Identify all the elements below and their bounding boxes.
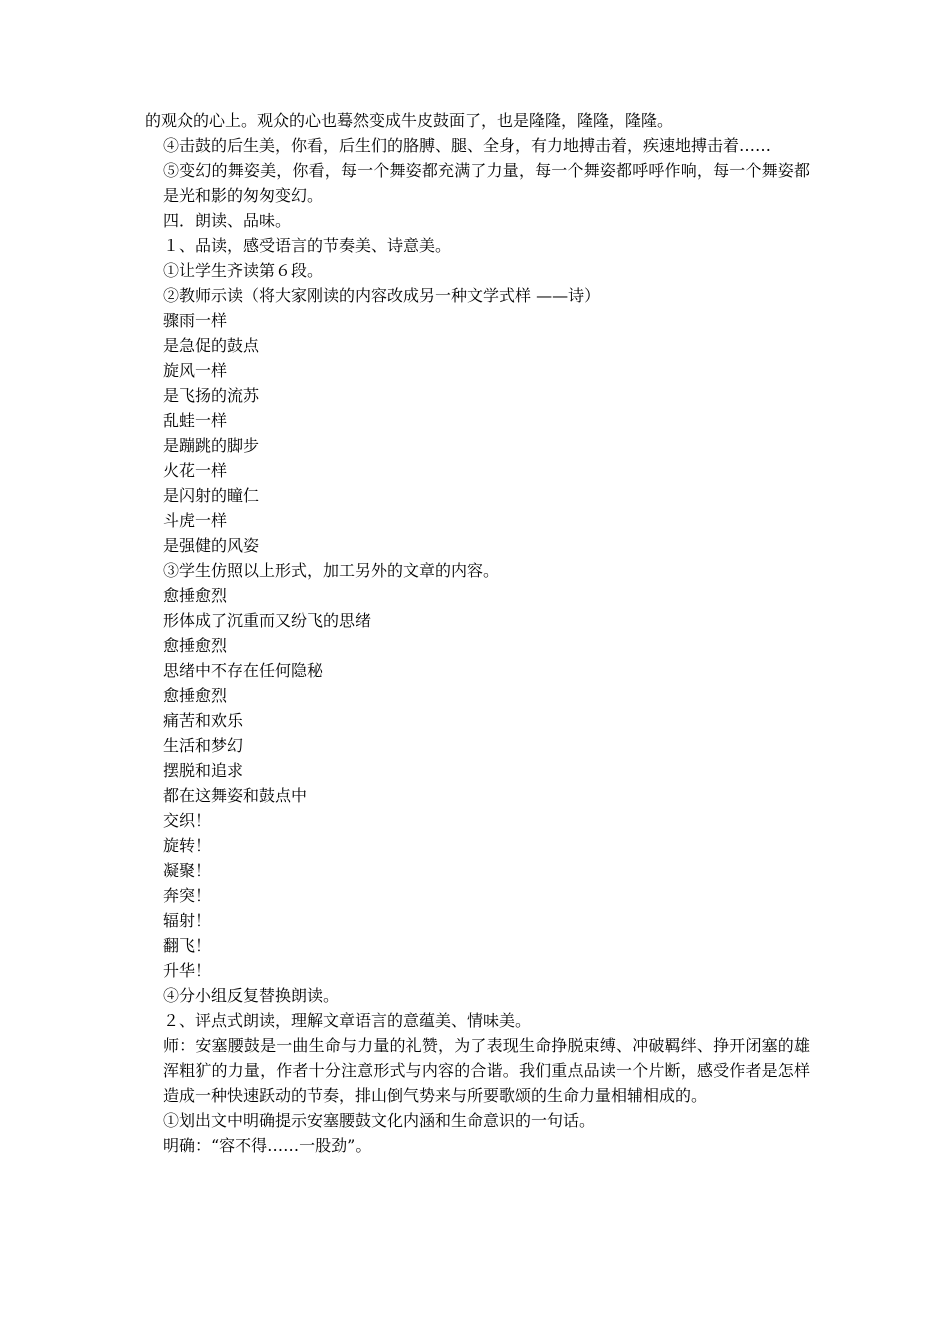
poem-line: 旋转！ <box>163 836 212 855</box>
poem-line: 翻飞！ <box>163 936 212 955</box>
poem-line: 交织！ <box>163 811 212 830</box>
poem-line: 斗虎一样 <box>163 511 228 530</box>
poem-line: 是飞扬的流苏 <box>163 386 260 405</box>
poem-line: 骤雨一样 <box>163 311 228 330</box>
poem-line: 升华！ <box>163 961 212 980</box>
poem-line: 都在这舞姿和鼓点中 <box>163 786 308 805</box>
subsection-heading-2: ２、评点式朗读，理解文章语言的意蕴美、情味美。 <box>163 1011 532 1030</box>
poem-line: 是急促的鼓点 <box>163 336 260 355</box>
step-1: ①让学生齐读第６段。 <box>163 261 324 280</box>
poem-line: 愈捶愈烈 <box>163 586 228 605</box>
step-4: ④分小组反复替换朗读。 <box>163 986 340 1005</box>
section-heading-read: 四．朗读、品味。 <box>163 211 292 230</box>
subsection-heading-1: １、品读，感受语言的节奏美、诗意美。 <box>163 236 452 255</box>
step-1b: ①划出文中明确提示安塞腰鼓文化内涵和生命意识的一句话。 <box>163 1111 596 1130</box>
poem-line: 痛苦和欢乐 <box>163 711 244 730</box>
poem-line: 辐射！ <box>163 911 212 930</box>
document-page <box>145 108 810 1158</box>
poem-line: 是蹦跳的脚步 <box>163 436 260 455</box>
paragraph-dance: ⑤变幻的舞姿美，你看，每一个舞姿都充满了力量，每一个舞姿都呼呼作响，每一个舞姿都是光和影的匆匆变幻。 <box>163 161 810 205</box>
poem-line: 思绪中不存在任何隐秘 <box>163 661 324 680</box>
paragraph-continuation: 的观众的心上。观众的心也蓦然变成牛皮鼓面了，也是隆隆，隆隆，隆隆。 <box>145 111 674 130</box>
answer-line: 明确：“容不得……一股劲”。 <box>163 1136 372 1155</box>
step-2: ②教师示读（将大家刚读的内容改成另一种文学式样 ——诗） <box>163 286 601 305</box>
poem-line: 是强健的风姿 <box>163 536 260 555</box>
poem-line: 形体成了沉重而又纷飞的思绪 <box>163 611 372 630</box>
step-3: ③学生仿照以上形式，加工另外的文章的内容。 <box>163 561 500 580</box>
poem-line: 愈捶愈烈 <box>163 636 228 655</box>
poem-line: 火花一样 <box>163 461 228 480</box>
poem-line: 旋风一样 <box>163 361 228 380</box>
poem-line: 凝聚！ <box>163 861 212 880</box>
teacher-paragraph: 师：安塞腰鼓是一曲生命与力量的礼赞，为了表现生命挣脱束缚、冲破羁绊、挣开闭塞的雄浑粗犷的力量，作者十分注意形式与内容的合谐。我们重点品读一个片断，感受作者是怎样造成一种快速跃动的节奏，排山倒气势来与所要歌颂的生命力量相辅相成的。 <box>163 1036 810 1105</box>
paragraph-drummers: ④击鼓的后生美，你看，后生们的胳膊、腿、全身，有力地搏击着，疾速地搏击着…… <box>163 136 772 155</box>
poem-line: 生活和梦幻 <box>163 736 244 755</box>
poem-line: 愈捶愈烈 <box>163 686 228 705</box>
poem-line: 乱蛙一样 <box>163 411 228 430</box>
poem-line: 摆脱和追求 <box>163 761 244 780</box>
poem-line: 是闪射的瞳仁 <box>163 486 260 505</box>
poem-line: 奔突！ <box>163 886 212 905</box>
